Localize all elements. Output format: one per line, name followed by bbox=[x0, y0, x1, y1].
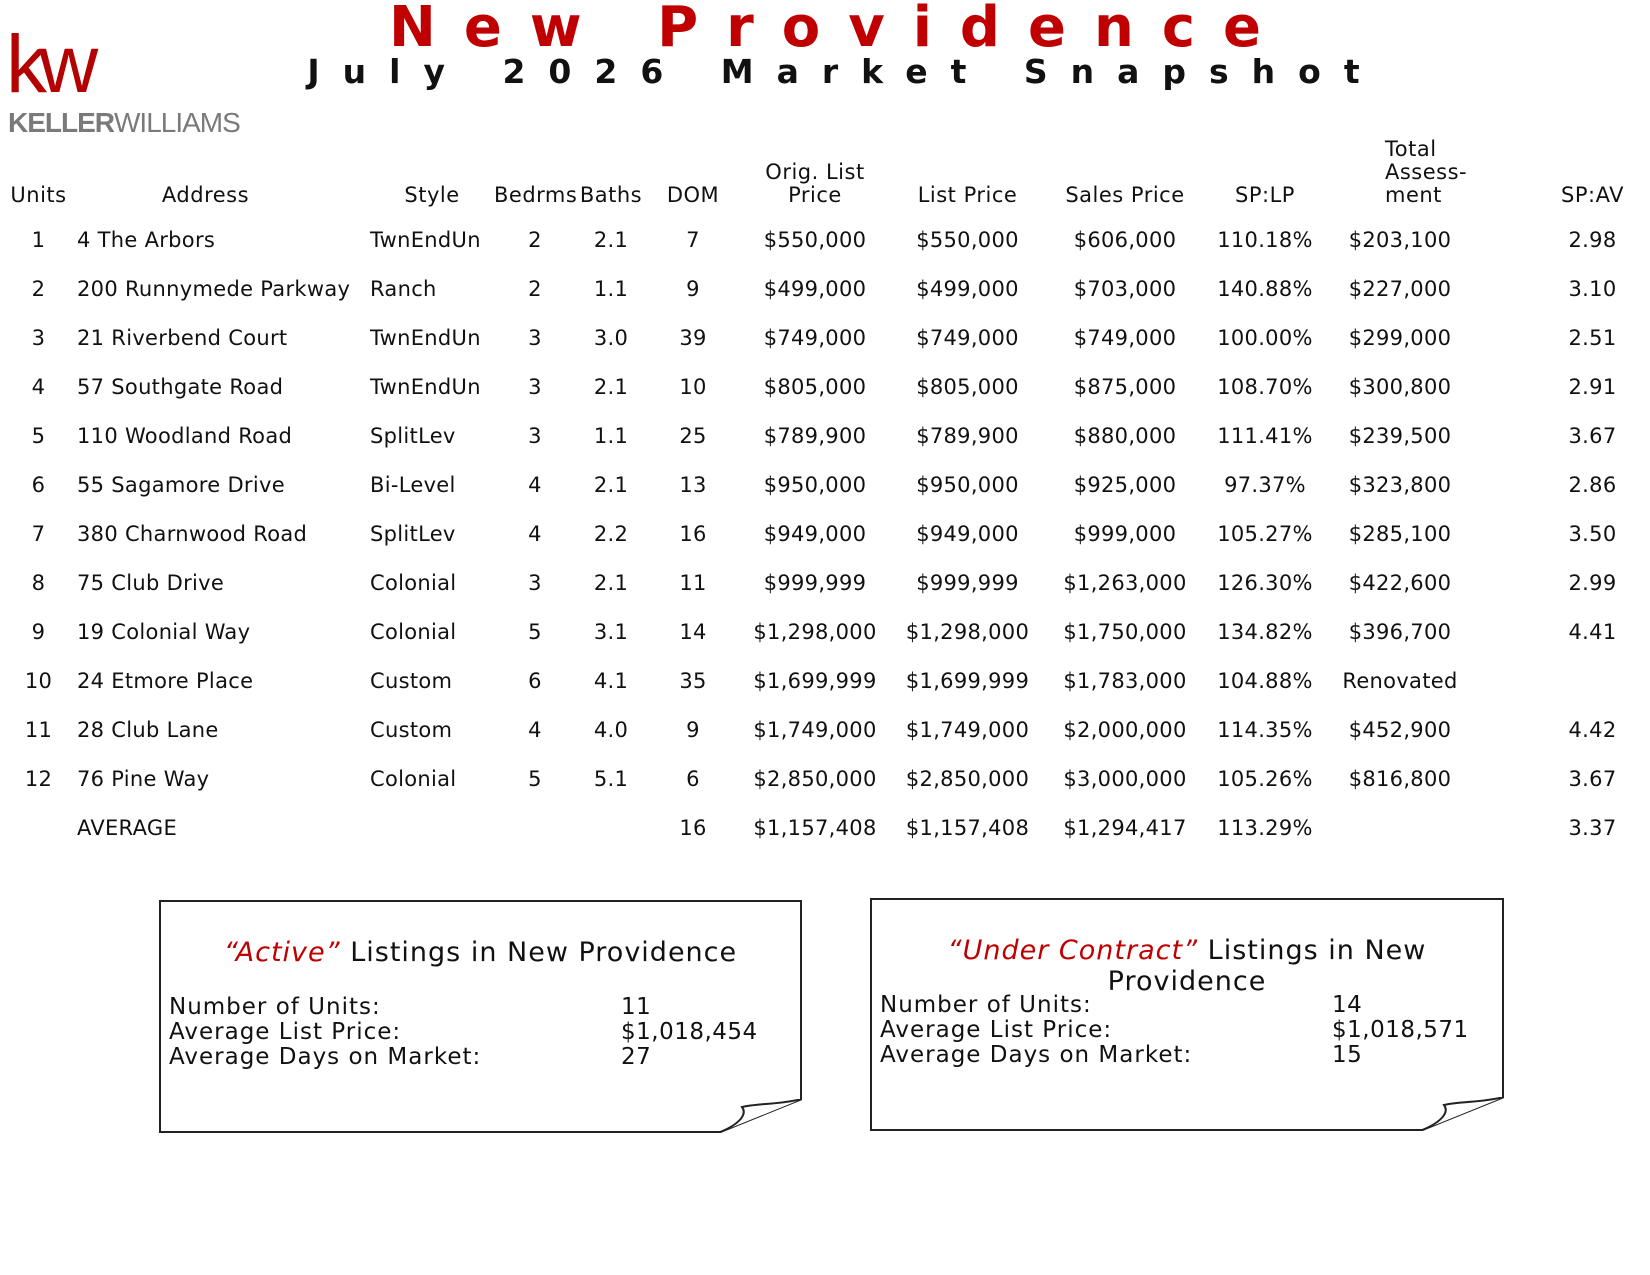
cell-sp-lp: 126.30% bbox=[1217, 570, 1313, 595]
logo-wordmark-light: WILLIAMS bbox=[114, 107, 240, 138]
table-row bbox=[0, 607, 1650, 656]
cell-style bbox=[370, 803, 494, 852]
cell-sp-lp: 104.88% bbox=[1217, 668, 1313, 693]
cell-list-price: $749,000 bbox=[916, 325, 1019, 350]
cell-baths: 4.0 bbox=[593, 717, 629, 742]
cell-sp-av: 2.98 bbox=[1568, 227, 1617, 252]
cell-orig-list-price: $2,850,000 bbox=[753, 766, 877, 791]
cell-dom: 14 bbox=[679, 619, 707, 644]
cell-address: 75 Club Drive bbox=[77, 570, 225, 595]
col-header-dom: DOM bbox=[666, 183, 720, 207]
cell-style: TwnEndUn bbox=[370, 227, 481, 252]
active-value-avg-price: $1,018,454 bbox=[621, 1019, 758, 1045]
cell-sp-av: 3.50 bbox=[1568, 521, 1617, 546]
cell-sp-lp: 108.70% bbox=[1217, 374, 1313, 399]
table-row bbox=[0, 264, 1650, 313]
cell-bedrooms bbox=[494, 803, 576, 852]
cell-sp-lp: 110.18% bbox=[1217, 227, 1313, 252]
cell-orig-list-price: $1,699,999 bbox=[753, 668, 877, 693]
cell-orig-list-price: $999,999 bbox=[763, 570, 867, 595]
cell-baths: 4.1 bbox=[593, 668, 629, 693]
cell-address: 55 Sagamore Drive bbox=[77, 472, 285, 497]
cell-orig-list-price: $789,900 bbox=[763, 423, 867, 448]
cell-baths: 3.0 bbox=[593, 325, 629, 350]
table-row bbox=[0, 656, 1650, 705]
cell-total-assessment: $396,700 bbox=[1348, 619, 1452, 644]
cell-total-assessment: $285,100 bbox=[1348, 521, 1452, 546]
cell-baths: 1.1 bbox=[593, 276, 629, 301]
cell-dom: 9 bbox=[686, 717, 700, 742]
cell-style: Bi-Level bbox=[370, 472, 456, 497]
cell-total-assessment: Renovated bbox=[1342, 668, 1458, 693]
cell-style: Colonial bbox=[370, 570, 457, 595]
col-header-orig-list-price: Orig. List Price bbox=[765, 160, 865, 207]
cell-address: 21 Riverbend Court bbox=[77, 325, 288, 350]
cell-style: TwnEndUn bbox=[370, 325, 481, 350]
cell-sp-lp: 114.35% bbox=[1217, 717, 1313, 742]
cell-bedrooms: 3 bbox=[528, 423, 542, 448]
page-title: New Providence bbox=[388, 0, 1290, 60]
cell-address: AVERAGE bbox=[77, 815, 178, 840]
cell-sp-lp: 97.37% bbox=[1224, 472, 1306, 497]
cell-dom: 7 bbox=[686, 227, 700, 252]
cell-total-assessment: $816,800 bbox=[1348, 766, 1452, 791]
table-header-row bbox=[0, 138, 1650, 215]
cell-sales-price: $749,000 bbox=[1073, 325, 1177, 350]
cell-bedrooms: 6 bbox=[528, 668, 542, 693]
cell-sp-av: 3.67 bbox=[1568, 423, 1617, 448]
cell-total-assessment: $323,800 bbox=[1348, 472, 1452, 497]
cell-unit-number: 7 bbox=[31, 521, 46, 546]
table-row bbox=[0, 411, 1650, 460]
cell-list-price: $1,749,000 bbox=[905, 717, 1030, 742]
cell-list-price: $499,000 bbox=[916, 276, 1019, 301]
cell-address: 57 Southgate Road bbox=[77, 374, 284, 399]
active-listings-box bbox=[159, 900, 802, 1133]
cell-unit-number: 4 bbox=[31, 374, 46, 399]
page-curl-icon bbox=[718, 1099, 802, 1133]
cell-sales-price: $606,000 bbox=[1073, 227, 1177, 252]
cell-bedrooms: 5 bbox=[528, 619, 542, 644]
cell-sales-price: $2,000,000 bbox=[1063, 717, 1187, 742]
cell-sp-lp: 105.27% bbox=[1217, 521, 1313, 546]
cell-sales-price: $3,000,000 bbox=[1063, 766, 1187, 791]
cell-total-assessment bbox=[1325, 803, 1475, 852]
table-row bbox=[0, 215, 1650, 264]
cell-orig-list-price: $950,000 bbox=[763, 472, 867, 497]
cell-total-assessment: $422,600 bbox=[1348, 570, 1452, 595]
cell-total-assessment: $452,900 bbox=[1348, 717, 1452, 742]
cell-baths: 2.1 bbox=[593, 570, 629, 595]
table-row bbox=[0, 460, 1650, 509]
cell-total-assessment: $203,100 bbox=[1348, 227, 1452, 252]
cell-baths bbox=[576, 803, 646, 852]
cell-list-price: $1,699,999 bbox=[905, 668, 1030, 693]
cell-address: 4 The Arbors bbox=[77, 227, 216, 252]
cell-unit-number bbox=[0, 803, 77, 852]
cell-sp-lp: 134.82% bbox=[1217, 619, 1313, 644]
table-row bbox=[0, 362, 1650, 411]
cell-dom: 39 bbox=[679, 325, 707, 350]
col-header-style: Style bbox=[404, 183, 460, 207]
cell-orig-list-price: $550,000 bbox=[763, 227, 867, 252]
contract-value-avg-dom: 15 bbox=[1332, 1042, 1363, 1068]
kw-logo-mark: kw bbox=[6, 19, 91, 110]
cell-bedrooms: 2 bbox=[528, 227, 542, 252]
cell-sp-av: 3.37 bbox=[1568, 815, 1617, 840]
cell-list-price: $950,000 bbox=[916, 472, 1019, 497]
cell-unit-number: 10 bbox=[24, 668, 53, 693]
cell-list-price: $1,157,408 bbox=[905, 815, 1030, 840]
col-header-total-assessment: Total Assess-ment bbox=[1385, 137, 1468, 207]
cell-baths: 2.1 bbox=[593, 374, 629, 399]
sales-table bbox=[0, 138, 1650, 852]
cell-baths: 2.1 bbox=[593, 227, 629, 252]
cell-bedrooms: 3 bbox=[528, 325, 542, 350]
cell-orig-list-price: $1,157,408 bbox=[753, 815, 877, 840]
col-header-baths: Baths bbox=[579, 183, 643, 207]
cell-total-assessment: $227,000 bbox=[1348, 276, 1452, 301]
cell-orig-list-price: $1,298,000 bbox=[753, 619, 877, 644]
active-label-avg-dom: Average Days on Market: bbox=[169, 1044, 482, 1070]
under-contract-quote: “Under Contract” bbox=[947, 935, 1199, 966]
cell-baths: 3.1 bbox=[593, 619, 629, 644]
cell-sales-price: $703,000 bbox=[1073, 276, 1177, 301]
cell-total-assessment: $299,000 bbox=[1348, 325, 1452, 350]
cell-list-price: $805,000 bbox=[916, 374, 1019, 399]
under-contract-listings-box bbox=[870, 898, 1504, 1131]
table-row bbox=[0, 509, 1650, 558]
cell-sp-av: 3.10 bbox=[1568, 276, 1617, 301]
cell-bedrooms: 4 bbox=[528, 472, 542, 497]
cell-unit-number: 3 bbox=[31, 325, 46, 350]
cell-dom: 10 bbox=[679, 374, 707, 399]
cell-dom: 6 bbox=[686, 766, 700, 791]
cell-sp-lp: 100.00% bbox=[1217, 325, 1313, 350]
cell-unit-number: 5 bbox=[31, 423, 46, 448]
cell-sales-price: $1,263,000 bbox=[1063, 570, 1187, 595]
table-body bbox=[0, 215, 1650, 852]
cell-sales-price: $880,000 bbox=[1073, 423, 1177, 448]
logo-wordmark bbox=[8, 108, 240, 138]
cell-bedrooms: 2 bbox=[528, 276, 542, 301]
logo-wordmark-bold: KELLER bbox=[8, 107, 114, 138]
cell-sp-av: 4.42 bbox=[1568, 717, 1617, 742]
cell-sp-lp: 111.41% bbox=[1217, 423, 1313, 448]
cell-orig-list-price: $1,749,000 bbox=[753, 717, 877, 742]
cell-sp-av: 3.67 bbox=[1568, 766, 1617, 791]
cell-address: 24 Etmore Place bbox=[77, 668, 254, 693]
col-header-sp-lp: SP:LP bbox=[1235, 183, 1295, 207]
cell-sales-price: $925,000 bbox=[1073, 472, 1177, 497]
cell-unit-number: 2 bbox=[31, 276, 46, 301]
cell-list-price: $949,000 bbox=[916, 521, 1019, 546]
col-header-list-price: List Price bbox=[917, 183, 1018, 207]
cell-orig-list-price: $499,000 bbox=[763, 276, 867, 301]
active-listings-title bbox=[161, 937, 800, 968]
cell-list-price: $2,850,000 bbox=[905, 766, 1030, 791]
cell-sales-price: $1,783,000 bbox=[1063, 668, 1187, 693]
cell-address: 28 Club Lane bbox=[77, 717, 219, 742]
cell-bedrooms: 4 bbox=[528, 717, 542, 742]
cell-orig-list-price: $749,000 bbox=[763, 325, 867, 350]
contract-label-units: Number of Units: bbox=[880, 992, 1092, 1018]
cell-unit-number: 1 bbox=[31, 227, 46, 252]
table-row bbox=[0, 754, 1650, 803]
cell-list-price: $1,298,000 bbox=[905, 619, 1030, 644]
cell-dom: 11 bbox=[679, 570, 707, 595]
cell-dom: 25 bbox=[679, 423, 707, 448]
active-quote: “Active” bbox=[223, 937, 341, 968]
cell-list-price: $999,999 bbox=[916, 570, 1019, 595]
cell-sp-av: 4.41 bbox=[1568, 619, 1617, 644]
cell-baths: 1.1 bbox=[593, 423, 629, 448]
cell-address: 200 Runnymede Parkway bbox=[77, 276, 351, 301]
cell-list-price: $550,000 bbox=[916, 227, 1019, 252]
table-row bbox=[0, 313, 1650, 362]
cell-sales-price: $1,294,417 bbox=[1063, 815, 1187, 840]
cell-total-assessment: $239,500 bbox=[1348, 423, 1452, 448]
cell-unit-number: 11 bbox=[24, 717, 53, 742]
cell-dom: 9 bbox=[686, 276, 700, 301]
cell-unit-number: 6 bbox=[31, 472, 46, 497]
cell-style: SplitLev bbox=[370, 423, 456, 448]
cell-bedrooms: 3 bbox=[528, 374, 542, 399]
cell-dom: 35 bbox=[679, 668, 707, 693]
contract-value-units: 14 bbox=[1332, 992, 1363, 1018]
cell-sp-lp: 113.29% bbox=[1217, 815, 1313, 840]
cell-address: 110 Woodland Road bbox=[77, 423, 293, 448]
cell-orig-list-price: $949,000 bbox=[763, 521, 867, 546]
cell-bedrooms: 5 bbox=[528, 766, 542, 791]
cell-bedrooms: 3 bbox=[528, 570, 542, 595]
cell-unit-number: 8 bbox=[31, 570, 46, 595]
cell-sales-price: $999,000 bbox=[1073, 521, 1177, 546]
cell-list-price: $789,900 bbox=[916, 423, 1019, 448]
contract-label-avg-price: Average List Price: bbox=[880, 1017, 1113, 1043]
active-value-avg-dom: 27 bbox=[621, 1044, 652, 1070]
page-curl-icon bbox=[1420, 1097, 1504, 1131]
cell-style: Custom bbox=[370, 668, 453, 693]
cell-baths: 5.1 bbox=[593, 766, 629, 791]
table-row bbox=[0, 558, 1650, 607]
active-value-units: 11 bbox=[621, 994, 652, 1020]
cell-sales-price: $875,000 bbox=[1073, 374, 1177, 399]
cell-address: 19 Colonial Way bbox=[77, 619, 251, 644]
contract-label-avg-dom: Average Days on Market: bbox=[880, 1042, 1193, 1068]
cell-dom: 16 bbox=[679, 521, 707, 546]
cell-style: TwnEndUn bbox=[370, 374, 481, 399]
col-header-units: Units bbox=[10, 183, 67, 207]
active-label-units: Number of Units: bbox=[169, 994, 381, 1020]
cell-sp-av: 2.91 bbox=[1568, 374, 1617, 399]
cell-orig-list-price: $805,000 bbox=[763, 374, 867, 399]
cell-sp-av: 2.99 bbox=[1568, 570, 1617, 595]
cell-sp-av bbox=[1475, 656, 1650, 705]
cell-style: Colonial bbox=[370, 619, 457, 644]
cell-sp-lp: 105.26% bbox=[1217, 766, 1313, 791]
cell-bedrooms: 4 bbox=[528, 521, 542, 546]
active-title-text: Listings in New Providence bbox=[340, 937, 738, 968]
page-subtitle: July 2026 Market Snapshot bbox=[307, 52, 1383, 91]
cell-address: 76 Pine Way bbox=[77, 766, 210, 791]
cell-unit-number: 9 bbox=[31, 619, 46, 644]
cell-unit-number: 12 bbox=[24, 766, 53, 791]
cell-style: Colonial bbox=[370, 766, 457, 791]
cell-dom: 13 bbox=[679, 472, 707, 497]
cell-baths: 2.1 bbox=[593, 472, 629, 497]
cell-dom: 16 bbox=[679, 815, 707, 840]
cell-style: Ranch bbox=[370, 276, 437, 301]
average-row bbox=[0, 803, 1650, 852]
cell-address: 380 Charnwood Road bbox=[77, 521, 308, 546]
col-header-address: Address bbox=[161, 183, 250, 207]
cell-sp-av: 2.51 bbox=[1568, 325, 1617, 350]
cell-total-assessment: $300,800 bbox=[1348, 374, 1452, 399]
col-header-sales-price: Sales Price bbox=[1065, 183, 1185, 207]
col-header-bedrooms: Bedrms bbox=[494, 183, 578, 207]
cell-sales-price: $1,750,000 bbox=[1063, 619, 1187, 644]
cell-sp-av: 2.86 bbox=[1568, 472, 1617, 497]
cell-style: Custom bbox=[370, 717, 453, 742]
cell-baths: 2.2 bbox=[593, 521, 629, 546]
cell-sp-lp: 140.88% bbox=[1217, 276, 1313, 301]
cell-style: SplitLev bbox=[370, 521, 456, 546]
col-header-sp-av: SP:AV bbox=[1561, 183, 1624, 207]
contract-value-avg-price: $1,018,571 bbox=[1332, 1017, 1469, 1043]
active-label-avg-price: Average List Price: bbox=[169, 1019, 402, 1045]
under-contract-title bbox=[872, 935, 1502, 997]
under-contract-title-text: Listings in New Providence bbox=[1107, 935, 1427, 997]
table-row bbox=[0, 705, 1650, 754]
